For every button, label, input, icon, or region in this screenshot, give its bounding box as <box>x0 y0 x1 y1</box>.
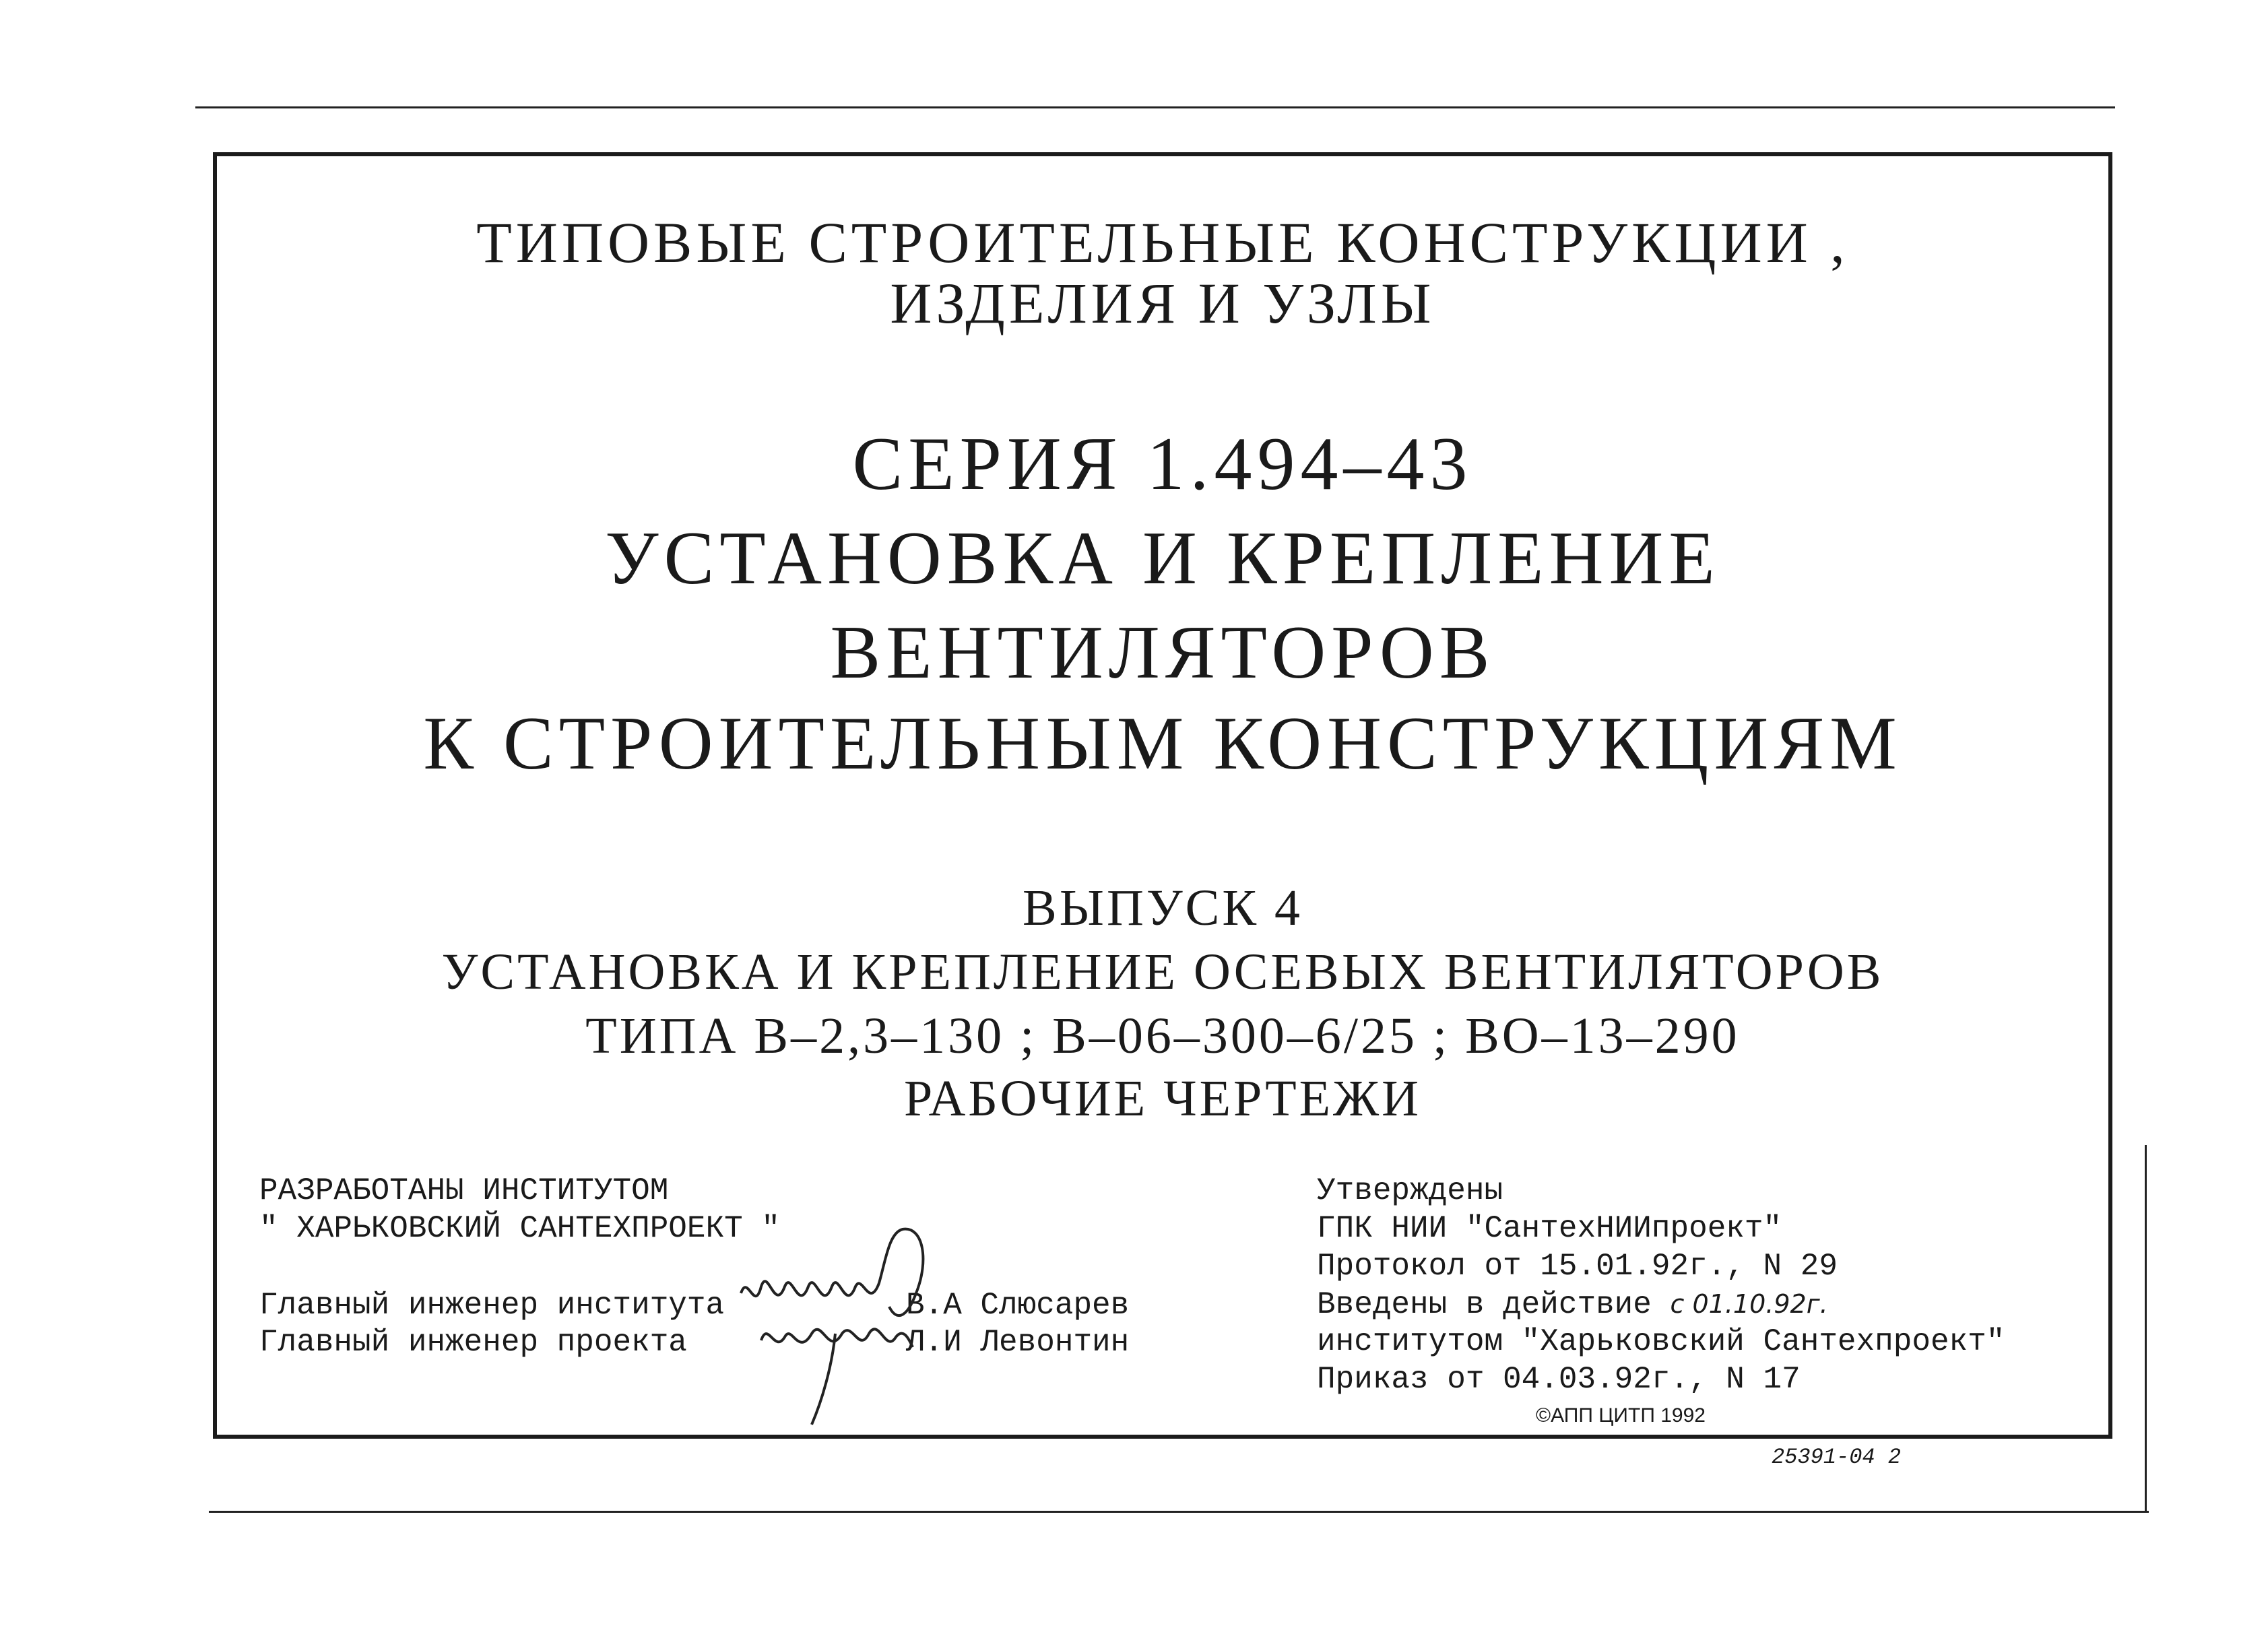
approval-line-1: Утверждены <box>1317 1173 1503 1208</box>
header-line-2: ИЗДЕЛИЯ И УЗЛЫ <box>890 271 1435 335</box>
series-line-1: СЕРИЯ 1.494–43 <box>852 422 1473 506</box>
chief-institute-name: В.А Слюсарев <box>906 1288 1130 1323</box>
developer-line-2: " ХАРЬКОВСКИЙ САНТЕХПРОЕКТ " <box>259 1211 780 1246</box>
approval-handwritten-date: с 01.10.92г. <box>1670 1289 1828 1319</box>
issue-line-4: РАБОЧИЕ ЧЕРТЕЖИ <box>903 1070 1422 1127</box>
approval-line-4 <box>1317 1285 2005 1323</box>
top-rule <box>195 106 2115 108</box>
approval-line-4-prefix: Введены в действие <box>1317 1287 1671 1322</box>
chief-project-name: Л.И Левонтин <box>906 1325 1130 1360</box>
issue-line-1: ВЫПУСК 4 <box>1022 880 1303 936</box>
copyright-stamp: ©АПП ЦИТП 1992 <box>1536 1404 1706 1427</box>
series-line-2: УСТАНОВКА И КРЕПЛЕНИЕ <box>605 517 1720 600</box>
right-rule <box>2145 1145 2147 1512</box>
chief-project-label: Главный инженер проекта <box>259 1325 687 1360</box>
approval-line-3: Протокол от 15.01.92г., N 29 <box>1317 1249 1838 1284</box>
approval-line-5: институтом "Харьковский Сантехпроект" <box>1317 1324 2005 1359</box>
chief-institute-label: Главный инженер института <box>259 1288 725 1323</box>
series-line-4: К СТРОИТЕЛЬНЫМ КОНСТРУКЦИЯМ <box>423 702 1902 785</box>
header-line-1: ТИПОВЫЕ СТРОИТЕЛЬНЫЕ КОНСТРУКЦИИ , <box>476 210 1849 275</box>
signature-project <box>748 1293 950 1428</box>
issue-line-2: УСТАНОВКА И КРЕПЛЕНИЕ ОСЕВЫХ ВЕНТИЛЯТОРОВ <box>441 944 1884 1000</box>
document-code: 25391-04 2 <box>1772 1445 1902 1470</box>
bottom-rule <box>209 1511 2149 1513</box>
approval-line-2: ГПК НИИ "СантехНИИпроект" <box>1317 1211 1782 1246</box>
developer-line-1: РАЗРАБОТАНЫ ИНСТИТУТОМ <box>259 1173 669 1208</box>
series-line-3: ВЕНТИЛЯТОРОВ <box>830 611 1495 694</box>
approval-line-6: Приказ от 04.03.92г., N 17 <box>1317 1362 1801 1397</box>
issue-line-3: ТИПА В–2,3–130 ; В–06–300–6/25 ; ВО–13–290 <box>585 1008 1740 1064</box>
developer-block <box>259 1172 780 1247</box>
approval-block <box>1317 1172 2005 1398</box>
